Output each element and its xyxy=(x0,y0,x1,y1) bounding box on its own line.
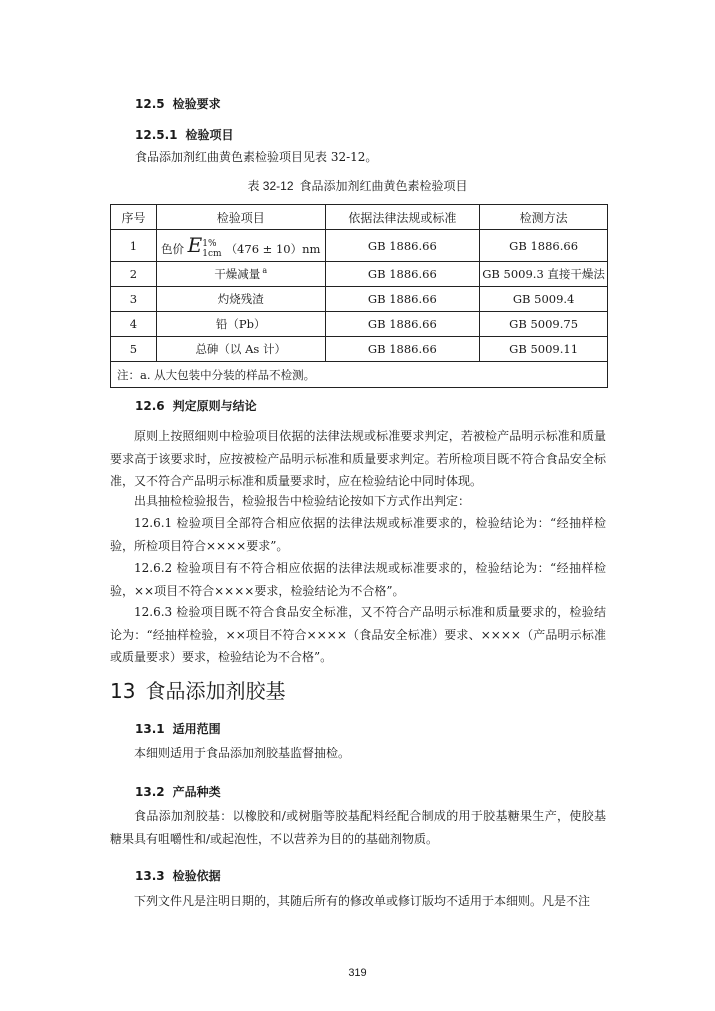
section-heading-12-6: 12.6 判定原则与结论 xyxy=(135,399,257,413)
paragraph-13-1: 本细则适用于食品添加剂胶基监督抽检。 xyxy=(134,746,351,760)
paragraph-12-6-principle: 原则上按照细则中检验项目依据的法律法规或标准要求判定，若被检产品明示标准和质量要求高于该要求时，应按被检产品明示标准和质量要求判定。若所检项目既不符合食品安全标准，又不符合产品明示标准和质量要求时，应在检验结论中同时体现。 xyxy=(110,429,606,488)
section-heading-13-1: 13.1 适用范围 xyxy=(135,722,221,736)
paragraph-13-2: 食品添加剂胶基：以橡胶和/或树脂等胶基配料经配合制成的用于胶基糖果生产，使胶基糖果具有咀嚼性和/或起泡性，不以营养为目的的基础剂物质。 xyxy=(110,809,606,846)
table-note-row xyxy=(111,362,608,388)
section-heading-13-2: 13.2 产品种类 xyxy=(135,785,221,799)
chapter-heading-13: 13 食品添加剂胶基 xyxy=(110,679,286,703)
header-item: 检验项目 xyxy=(156,205,325,230)
inspection-items-table xyxy=(110,204,608,388)
section-heading-13-3: 13.3 检验依据 xyxy=(135,869,221,883)
item-color-value: 色价 E1% 1cm （476 ± 10）nm xyxy=(156,230,325,262)
paragraph-12-6-3: 12.6.3 检验项目既不符合食品安全标准，又不符合产品明示标准和质量要求的，检验结论为：“经抽样检验，××项目不符合××××（食品安全标准）要求、××××（产品明示标准或质量要求）要求，检验结论为不合格”。 xyxy=(110,605,606,664)
table-row: 5 总砷（以 As 计） GB 1886.66 GB 5009.11 xyxy=(111,337,608,362)
page-number: 319 xyxy=(348,967,367,979)
paragraph-12-6-2: 12.6.2 检验项目有不符合相应依据的法律法规或标准要求的，检验结论为：“经抽样检验，××项目不符合××××要求，检验结论为不合格”。 xyxy=(110,561,606,598)
section-heading-12-5-1: 12.5.1 检验项目 xyxy=(135,128,234,142)
table-caption: 表 32-12 食品添加剂红曲黄色素检验项目 xyxy=(247,179,468,193)
paragraph-12-6-1: 12.6.1 检验项目全部符合相应依据的法律法规或标准要求的，检验结论为：“经抽样检验，所检项目符合××××要求”。 xyxy=(110,516,606,553)
absorbance-symbol: E xyxy=(187,232,203,257)
table-row: 2 干燥减量 $^a$ GB 1886.66 GB 5009.3 直接干燥法 xyxy=(111,262,608,287)
paragraph-12-5-1: 食品添加剂红曲黄色素检验项目见表 32-12。 xyxy=(135,150,378,164)
table-row: 1 色价 E1% 1cm （476 ± 10）nm GB 1886.66 GB 1886.66 xyxy=(111,230,608,262)
header-no: 序号 xyxy=(111,205,157,230)
paragraph-12-6-report: 出具抽检检验报告，检验报告中检验结论按如下方式作出判定： xyxy=(134,494,471,508)
paragraph-13-3: 下列文件凡是注明日期的，其随后所有的修改单或修订版均不适用于本细则。凡是不注 xyxy=(134,894,591,908)
footnote-mark: a xyxy=(262,266,268,276)
header-method: 检测方法 xyxy=(480,205,608,230)
table-note: 注：a. 从大包装中分装的样品不检测。 xyxy=(111,362,608,388)
header-basis: 依据法律法规或标准 xyxy=(325,205,480,230)
table-row: 3 灼烧残渣 GB 1886.66 GB 5009.4 xyxy=(111,287,608,312)
section-heading-12-5: 12.5 检验要求 xyxy=(135,97,221,111)
table-header-row xyxy=(111,205,608,230)
table-row: 4 铅（Pb） GB 1886.66 GB 5009.75 xyxy=(111,312,608,337)
